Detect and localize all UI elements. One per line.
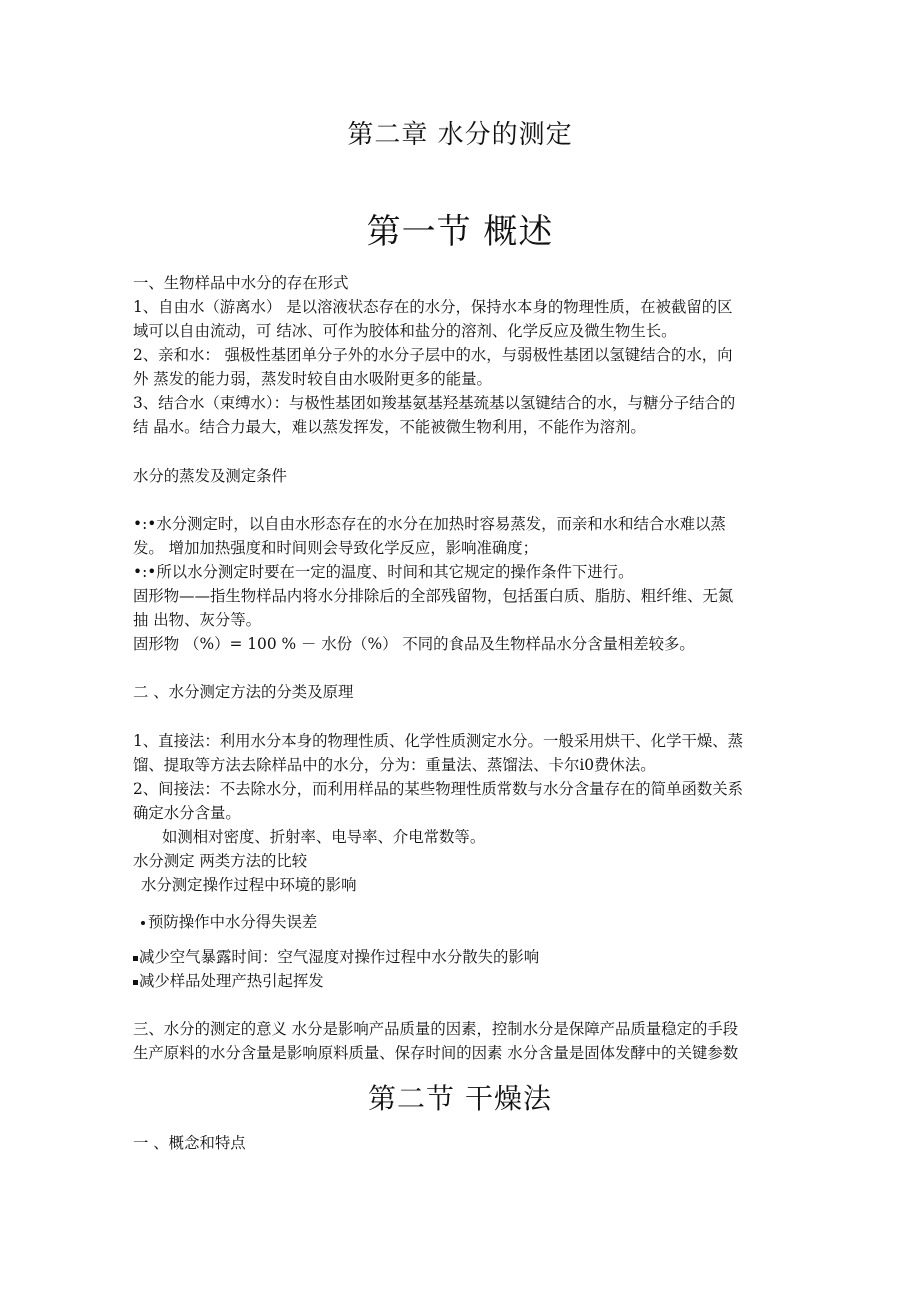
reduce-heat-text: 减少样品处理产热引起挥发 [139,972,324,990]
reduce-air-exposure-item [133,945,793,969]
paragraph-indirect-examples: 如测相对密度、折射率、电导率、介电常数等。 [162,828,486,846]
prevent-error-item [141,910,801,934]
bullet-text: 所以水分测定时要在一定的温度、时间和其它规定的操作条件下进行。 [156,563,634,581]
paragraph-direct-method-line1: 1、直接法：利用水分本身的物理性质、化学性质测定水分。一般采用烘干、化学干燥、蒸 [133,732,744,750]
bullet-evaporation-line1 [133,512,793,536]
subheading-evaporation-conditions: 水分的蒸发及测定条件 [133,467,287,485]
paragraph-significance-line2: 生产原料的水分含量是影响原料质量、保存时间的因素 水分含量是固体发酵中的关键参数 [133,1044,739,1062]
paragraph-free-water-line2: 域可以自由流动，可 结冰、可作为胶体和盐分的溶剂、化学反应及微生物生长。 [133,322,677,340]
paragraph-direct-method-line2: 馏、提取等方法去除样品中的水分，分为：重量法、蒸馏法、卡尔i0费休法。 [133,756,656,774]
paragraph-free-water-line1: 1、自由水（游离水） 是以溶液状态存在的水分，保持水本身的物理性质，在被截留的区 [133,298,733,316]
solids-formula: 固形物 （%）= 100 % － 水份（%） 不同的食品及生物样品水分含量相差较多。 [133,635,695,653]
bullet-dot-icon [141,921,145,925]
bullet-marker: •:• [133,563,157,581]
paragraph-bound-water-line2: 结 晶水。结合力最大，难以蒸发挥发，不能被微生物利用，不能作为溶剂。 [133,418,646,436]
reduce-air-exposure-text: 减少空气暴露时间：空气湿度对操作过程中水分散失的影响 [139,948,540,966]
bullet-marker: •:• [133,515,157,533]
paragraph-affinity-water-line1: 2、亲和水： 强极性基团单分子外的水分子层中的水，与弱极性基团以氢键结合的水，向 [133,346,733,364]
bullet-evaporation-line2: 发。 增加加热强度和时间则会导致化学反应，影响准确度； [133,539,539,557]
paragraph-indirect-method-line1: 2、间接法：不去除水分，而利用样品的某些物理性质常数与水分含量存在的简单函数关系 [133,780,744,798]
paragraph-bound-water-line1: 3、结合水（束缚水）：与极性基团如羧基氨基羟基巯基以氢键结合的水，与糖分子结合的 [133,394,736,412]
section-title-drying-method: 第二节 干燥法 [368,1082,552,1115]
paragraph-solids-line2: 抽 出物、灰分等。 [133,611,262,629]
bullet-conditions [133,560,793,584]
chapter-title: 第二章 水分的测定 [347,120,573,150]
heading-water-forms: 一、生物样品中水分的存在形式 [133,274,349,292]
square-bullet-icon [133,980,138,985]
heading-concept-features: 一 、概念和特点 [133,1134,246,1152]
paragraph-affinity-water-line2: 外 蒸发的能力弱，蒸发时较自由水吸附更多的能量。 [133,370,492,388]
environment-influence-label: 水分测定操作过程中环境的影响 [141,876,357,894]
heading-method-classification: 二 、水分测定方法的分类及原理 [133,683,354,701]
section-title-overview: 第一节 概述 [366,212,554,252]
square-bullet-icon [133,956,138,961]
reduce-heat-item [133,969,793,993]
paragraph-solids-line1: 固形物——指生物样品内将水分排除后的全部残留物，包括蛋白质、脂肪、粗纤维、无氮 [133,587,734,605]
method-comparison-label: 水分测定 两类方法的比较 [133,852,308,870]
bullet-text: 水分测定时，以自由水形态存在的水分在加热时容易蒸发，而亲和水和结合水难以蒸 [156,515,726,533]
paragraph-significance-line1: 三、水分的测定的意义 水分是影响产品质量的因素，控制水分是保障产品质量稳定的手段 [133,1020,739,1038]
prevent-error-text: 预防操作中水分得失误差 [148,913,318,931]
paragraph-indirect-method-line2: 确定水分含量。 [133,804,241,822]
